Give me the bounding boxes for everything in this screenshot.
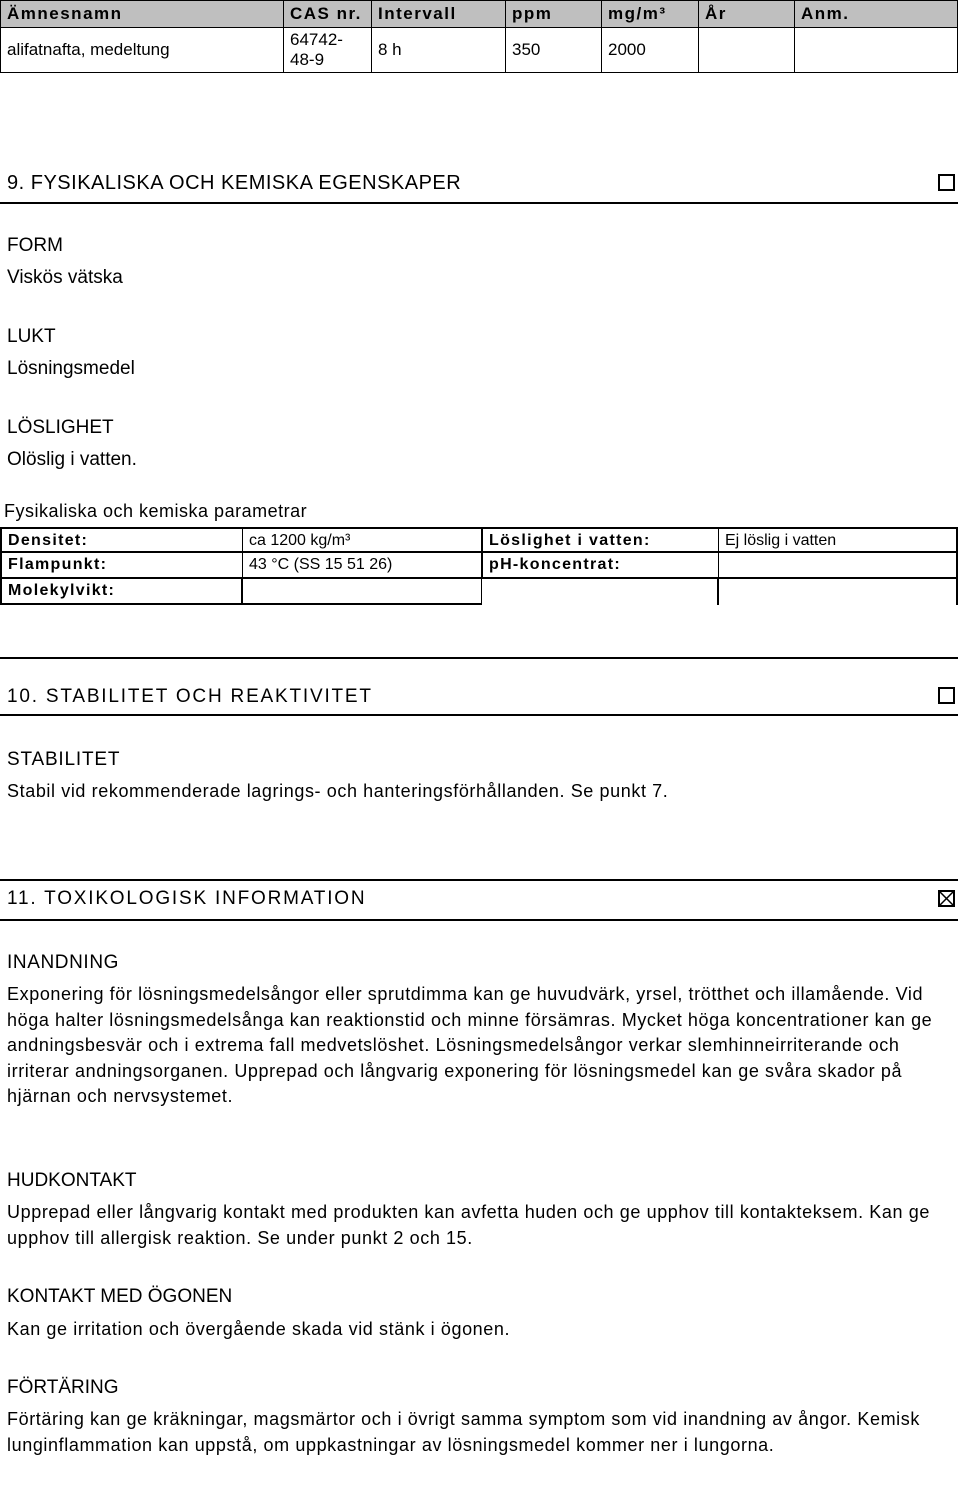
- col-header-interval: Intervall: [372, 1, 506, 28]
- cell-mgm3: 2000: [602, 28, 699, 73]
- param-row: [0, 553, 958, 579]
- ingestion-text: Förtäring kan ge kräkningar, magsmärtor och i övrigt samma symptom som vid inandning av ångor. Kemisk lunginflammation kan uppstå, om uppkastningar av lösningsmedel kommer ner i lungorna.: [7, 1409, 920, 1455]
- section-checkbox-empty[interactable]: [938, 687, 955, 704]
- section-checkbox-empty[interactable]: [938, 174, 955, 191]
- section-divider: [0, 202, 958, 204]
- col-header-cas: CAS nr.: [284, 1, 372, 28]
- cell-note: [795, 28, 958, 73]
- molecular-weight-label: Molekylvikt:: [0, 579, 243, 605]
- density-label: Densitet:: [0, 527, 243, 553]
- stability-text: Stabil vid rekommenderade lagrings- och hanteringsförhållanden. Se punkt 7.: [7, 781, 669, 801]
- section-9-title: 9. FYSIKALISKA OCH KEMISKA EGENSKAPER: [7, 172, 462, 194]
- section-divider: [0, 879, 958, 881]
- col-header-note: Anm.: [795, 1, 958, 28]
- stability-heading: STABILITET: [7, 749, 121, 770]
- flash-point-value: 43 °C (SS 15 51 26): [243, 553, 481, 579]
- skin-contact-text: Upprepad eller långvarig kontakt med produkten kan avfetta huden och ge upphov till kontakteksem. Kan ge upphov till allergisk reaktion. Se under punkt 2 och 15.: [7, 1202, 930, 1248]
- parameters-grid: [0, 527, 958, 605]
- water-solubility-value: Ej löslig i vatten: [719, 527, 958, 553]
- col-header-ppm: ppm: [506, 1, 602, 28]
- section-divider: [0, 657, 958, 659]
- odor-value: Lösningsmedel: [7, 358, 135, 379]
- density-value: ca 1200 kg/m³: [243, 527, 481, 553]
- exposure-limits-table: [0, 0, 958, 73]
- col-header-substance: Ämnesnamn: [1, 1, 284, 28]
- form-value: Viskös vätska: [7, 267, 123, 288]
- param-empty-cell: [481, 579, 719, 605]
- inhalation-heading: INANDNING: [7, 952, 120, 973]
- eye-contact-heading: KONTAKT MED ÖGONEN: [7, 1286, 233, 1307]
- odor-heading: LUKT: [7, 326, 56, 347]
- cell-year: [699, 28, 795, 73]
- solubility-value: Olöslig i vatten.: [7, 449, 137, 470]
- form-heading: FORM: [7, 235, 63, 256]
- section-checkbox-checked[interactable]: [938, 890, 955, 907]
- checkmark-x-icon: [940, 892, 953, 905]
- param-row: [0, 579, 958, 605]
- col-header-mgm3: mg/m³: [602, 1, 699, 28]
- table-header-row: [1, 1, 958, 28]
- params-heading: Fysikaliska och kemiska parametrar: [4, 501, 308, 521]
- table-row: [1, 28, 958, 73]
- cell-ppm: 350: [506, 28, 602, 73]
- section-11-title: 11. TOXIKOLOGISK INFORMATION: [7, 888, 367, 909]
- eye-contact-text: Kan ge irritation och övergående skada vid stänk i ögonen.: [7, 1319, 511, 1339]
- param-empty-cell: [719, 579, 958, 605]
- ingestion-heading: FÖRTÄRING: [7, 1377, 119, 1398]
- cell-cas: 64742-48-9: [284, 28, 372, 73]
- section-divider: [0, 919, 958, 921]
- section-10-title: 10. STABILITET OCH REAKTIVITET: [7, 686, 373, 707]
- molecular-weight-value: [243, 579, 481, 605]
- water-solubility-label: Löslighet i vatten:: [481, 527, 719, 553]
- cell-interval: 8 h: [372, 28, 506, 73]
- inhalation-text: Exponering för lösningsmedelsångor eller sprutdimma kan ge huvudvärk, yrsel, trötthet och illamående. Vid höga halter lösningsmedelsånga kan reaktionstid och minne försämras. Mycket höga koncentrationer kan ge andningsbesvär och i extrema fall medvetslöshet. Lösningsmedelsångor verkar slemhinneirriterande och irriterar andningsorganen. Upprepad och långvarig exponering för lösningsmedel kan ge svåra skador på hjärnan och nervsystemet.: [7, 984, 933, 1106]
- ph-value: [719, 553, 958, 579]
- col-header-year: År: [699, 1, 795, 28]
- cell-substance: alifatnafta, medeltung: [1, 28, 284, 73]
- param-row: [0, 527, 958, 553]
- section-divider: [0, 714, 958, 716]
- skin-contact-heading: HUDKONTAKT: [7, 1170, 137, 1191]
- solubility-heading: LÖSLIGHET: [7, 417, 114, 438]
- flash-point-label: Flampunkt:: [0, 553, 243, 579]
- ph-label: pH-koncentrat:: [481, 553, 719, 579]
